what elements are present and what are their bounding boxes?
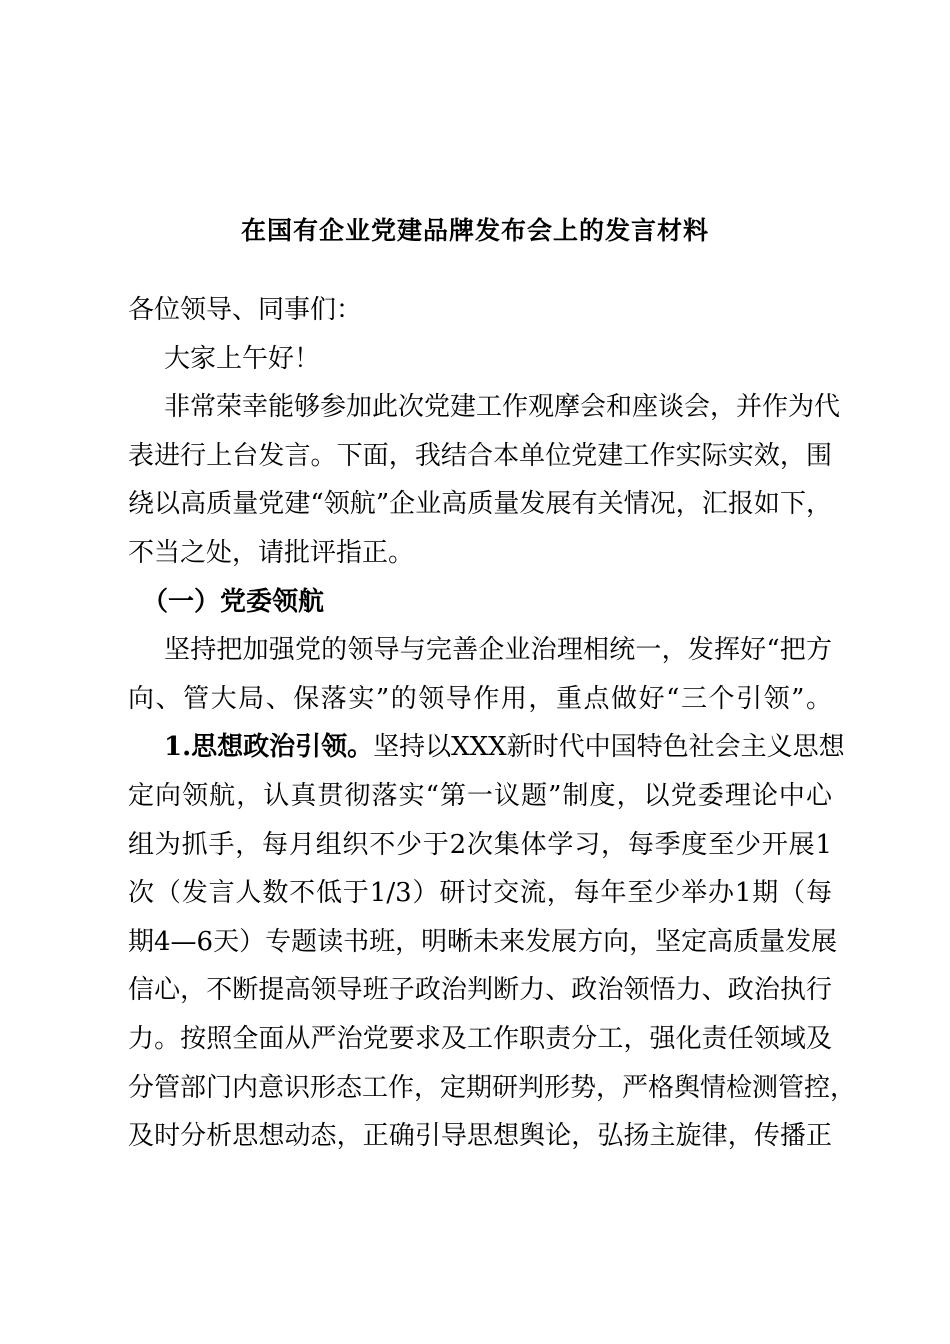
item-first-line	[128, 723, 845, 772]
intro-line: 非常荣幸能够参加此次党建工作观摩会和座谈会，并作为代	[164, 392, 841, 423]
item-line: 次（发言人数不低于1/3）研讨交流，每年至少举办1期（每	[128, 878, 832, 909]
item-line: 定向领航，认真贯彻落实“第一议题”制度，以党委理论中心	[128, 780, 832, 811]
item-line: 期4—6天）专题读书班，明晰未来发展方向，坚定高质量发展	[128, 926, 838, 957]
greeting: 大家上午好！	[164, 343, 321, 374]
document-body	[128, 286, 857, 1161]
item-line: 信心，不断提高领导班子政治判断力、政治领悟力、政治执行	[128, 975, 832, 1006]
item-line: 及时分析思想动态，正确引导思想舆论，弘扬主旋律，传播正	[128, 1121, 832, 1152]
intro-line: 不当之处，请批评指正。	[128, 537, 415, 568]
item-line: 分管部门内意识形态工作，定期研判形势，严格舆情检测管控，	[128, 1072, 857, 1103]
item-line: 力。按照全面从严治党要求及工作职责分工，强化责任领域及	[128, 1023, 832, 1054]
document-title: 在国有企业党建品牌发布会上的发言材料	[240, 216, 709, 245]
section-paragraph	[128, 626, 832, 723]
section-line: 坚持把加强党的领导与完善企业治理相统一，发挥好“把方	[164, 635, 832, 666]
item-lead: 1.思想政治引领。	[164, 732, 374, 763]
intro-paragraph	[128, 383, 841, 577]
item-paragraph	[128, 723, 857, 1160]
salutation: 各位领导、同事们：	[128, 295, 363, 325]
section-heading: （一）党委领航	[142, 586, 325, 617]
item-first-rest: 坚持以XXX新时代中国特色社会主义思想	[373, 732, 845, 763]
intro-line: 表进行上台发言。下面，我结合本单位党建工作实际实效，围	[128, 440, 832, 471]
item-line: 组为抓手，每月组织不少于2次集体学习，每季度至少开展1	[128, 829, 832, 860]
section-line: 向、管大局、保落实”的领导作用，重点做好“三个引领”。	[128, 683, 832, 714]
intro-line: 绕以高质量党建“领航”企业高质量发展有关情况，汇报如下，	[128, 489, 832, 520]
